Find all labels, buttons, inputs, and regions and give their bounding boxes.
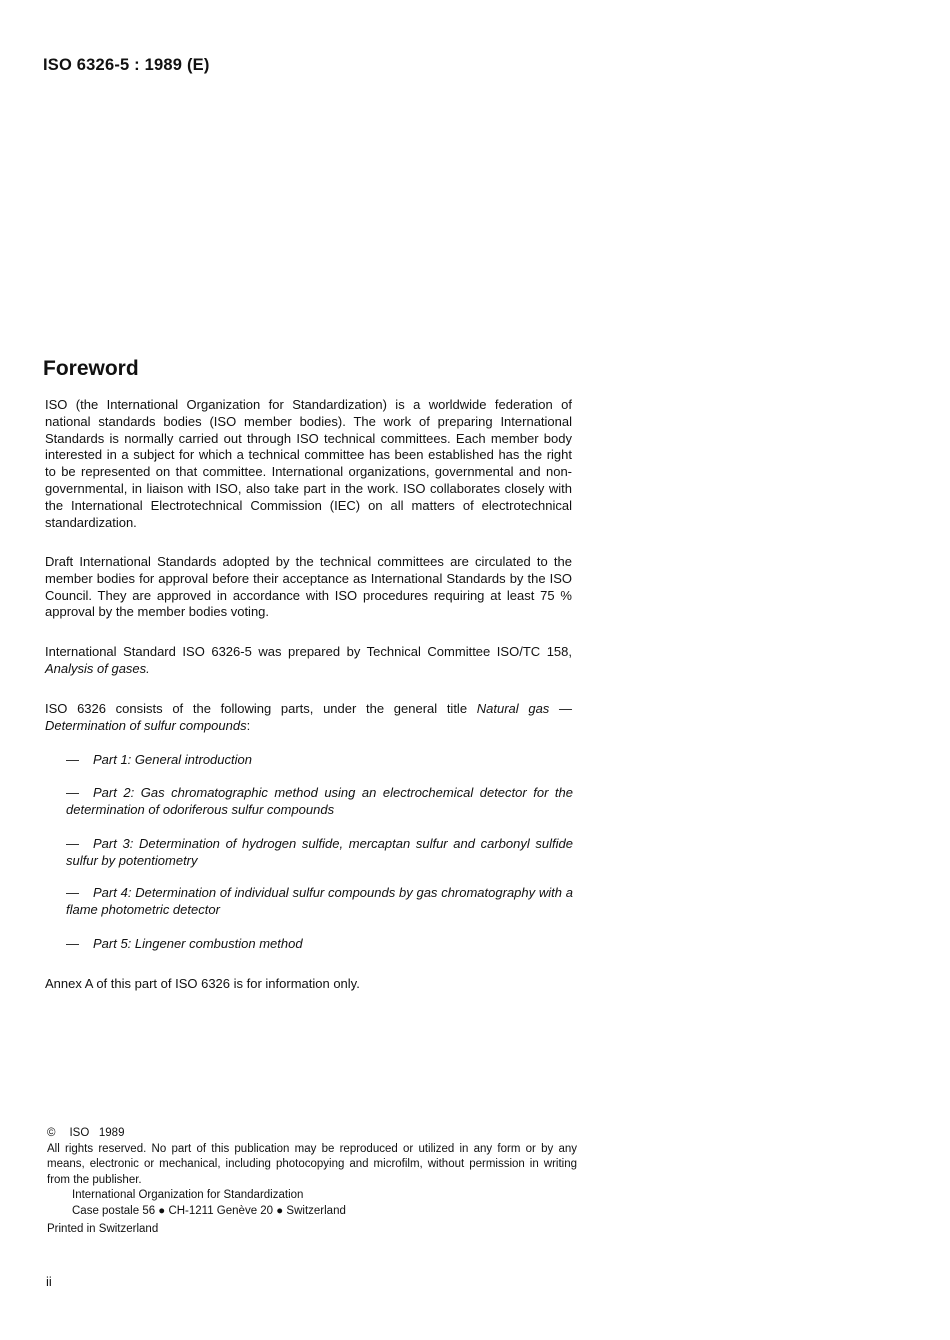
copyright-line xyxy=(47,1126,577,1142)
copyright-year: ISO 1989 xyxy=(69,1127,125,1139)
page-number: ii xyxy=(46,1274,52,1289)
list-dash: — xyxy=(66,885,79,900)
foreword-title: Foreword xyxy=(43,357,139,380)
list-item-text: Part 1: General introduction xyxy=(93,752,252,767)
organization-address: Case postale 56 ● CH-1211 Genève 20 ● Switzerland xyxy=(72,1204,346,1217)
rights-statement: All rights reserved. No part of this publication may be reproduced or utilized in any form or by any means, electronic or mechanical, including photocopying and microfilm, without permission in writing from the publisher. xyxy=(47,1142,577,1186)
list-item xyxy=(66,935,573,952)
foreword-paragraph-1: ISO (the International Organization for Standardization) is a worldwide federation of national standards bodies (ISO member bodies). The work of preparing International Standards is normally carried out through ISO technical committees. Each member body interested in a subject for which a technical committee has been established has the right to be represented on that committee. International organizations, governmental and non-governmental, in liaison with ISO, also take part in the work. ISO collaborates closely with the International Electrotechnical Commission (IEC) on all matters of electrotechnical standardization. xyxy=(45,397,572,530)
copyright-block xyxy=(47,1126,577,1238)
paragraph-3-italic: Analysis of gases. xyxy=(45,660,150,676)
paragraph-4-end: : xyxy=(246,717,251,733)
list-item xyxy=(66,784,573,818)
paragraph-3-text: International Standard ISO 6326-5 was prepared by Technical Committee ISO/TC 158, xyxy=(45,644,572,659)
list-item-text: Part 3: Determination of hydrogen sulfide, mercaptan sulfur and carbonyl sulfide sulfur by potentiometry xyxy=(66,836,573,868)
list-dash: — xyxy=(66,785,79,800)
document-id: ISO 6326-5 : 1989 (E) xyxy=(43,56,210,74)
printed-location: Printed in Switzerland xyxy=(47,1223,159,1235)
annex-note: Annex A of this part of ISO 6326 is for information only. xyxy=(45,976,360,991)
list-item-text: Part 2: Gas chromatographic method using an electrochemical detector for the determination of odoriferous sulfur compounds xyxy=(66,785,573,817)
foreword-paragraph-3 xyxy=(45,644,572,678)
list-dash: — xyxy=(66,752,79,767)
list-item-text: Part 4: Determination of individual sulfur compounds by gas chromatography with a flame photometric detector xyxy=(66,885,573,917)
foreword-paragraph-2: Draft International Standards adopted by the technical committees are circulated to the member bodies for approval before their acceptance as International Standards by the ISO Council. They are approved in accordance with ISO procedures requiring at least 75 % approval by the member bodies voting. xyxy=(45,554,572,620)
copyright-symbol: © xyxy=(47,1127,56,1139)
list-item xyxy=(66,835,573,869)
paragraph-4-italic-title: Natural gas — Determination of sulfur compounds xyxy=(45,701,572,733)
list-dash: — xyxy=(66,936,79,951)
foreword-paragraph-4 xyxy=(45,701,572,735)
paragraph-4-text: ISO 6326 consists of the following parts, under the general title xyxy=(45,701,468,716)
organization-name: International Organization for Standardization xyxy=(72,1189,304,1201)
list-item xyxy=(66,751,573,768)
list-dash: — xyxy=(66,836,79,851)
list-item-text: Part 5: Lingener combustion method xyxy=(93,936,303,951)
list-item xyxy=(66,884,573,918)
